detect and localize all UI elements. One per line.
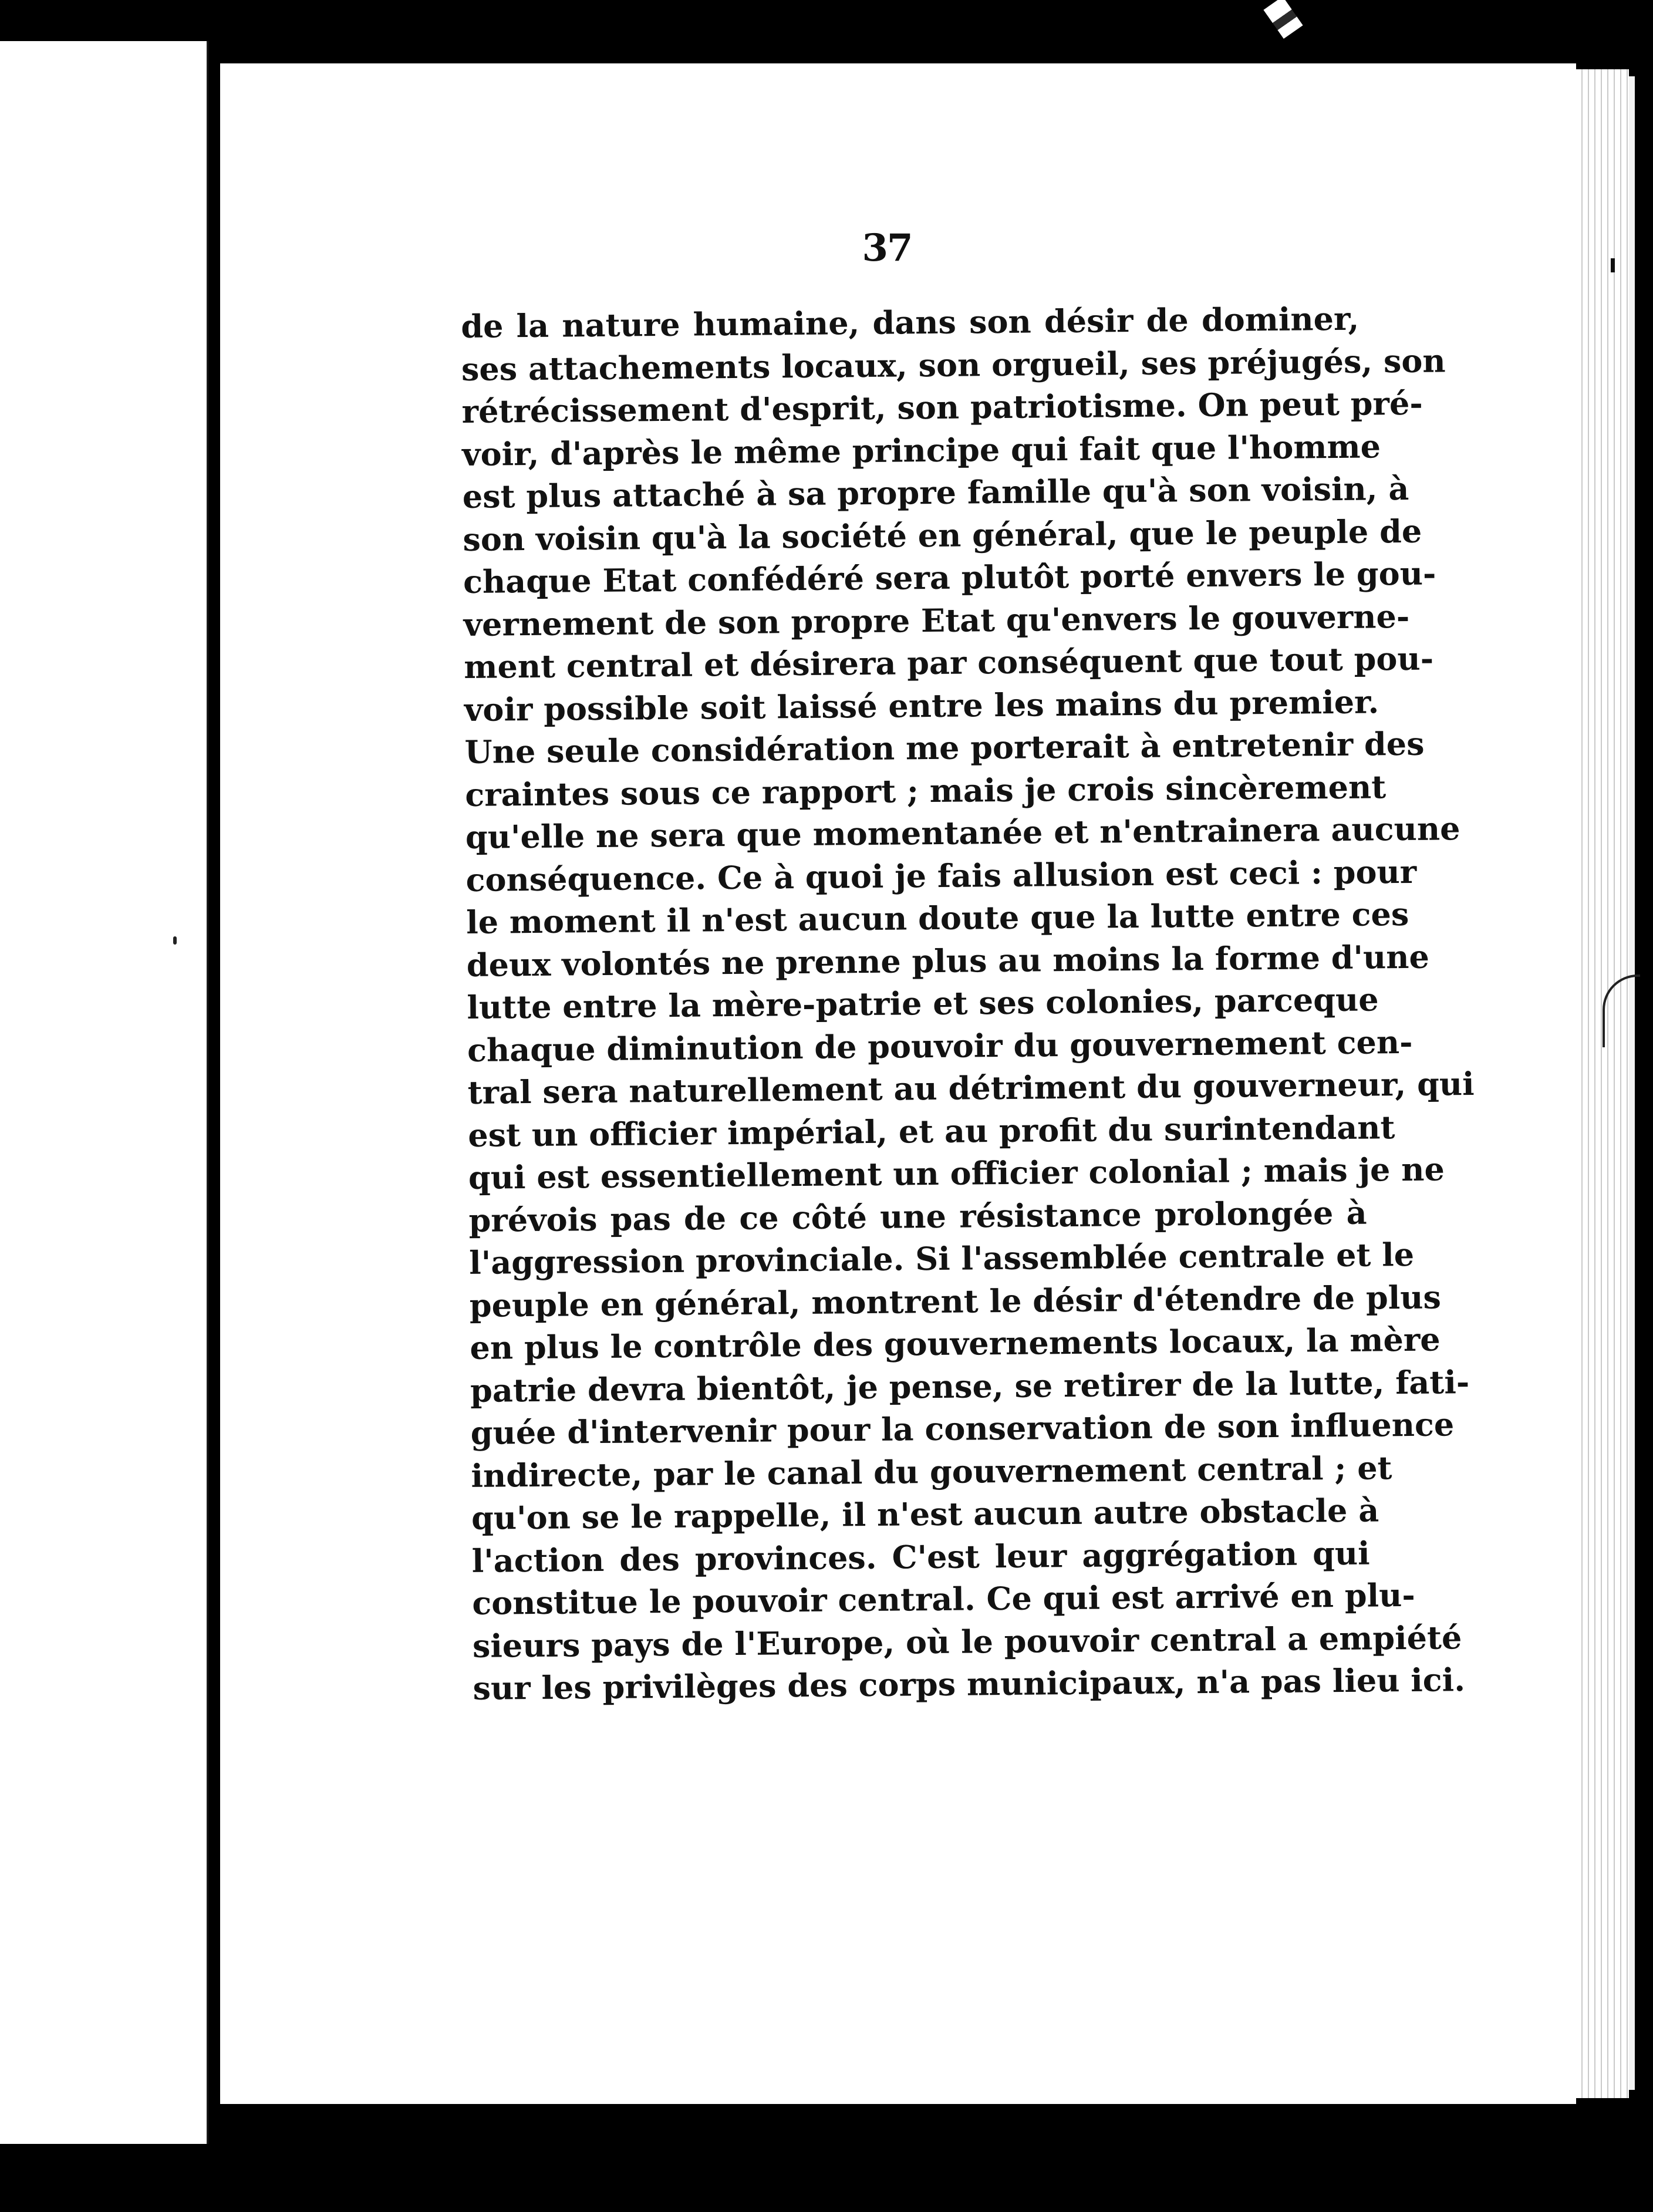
text-line: voir, d'après le même principe qui fait que l'homme	[461, 427, 1381, 473]
text-line: ment central et désirera par conséquent que tout pou-	[464, 639, 1434, 686]
text-line: prévois pas de ce côté une résistance prolongée à	[468, 1193, 1367, 1239]
facing-page-left	[0, 41, 208, 2144]
body-text	[461, 298, 1475, 1710]
text-line: vernement de son propre Etat qu'envers le gouverne-	[463, 597, 1410, 643]
page-edge-outer	[1629, 76, 1635, 2090]
scan-corner-mark	[1263, 0, 1303, 39]
text-line: constitue le pouvoir central. Ce qui est arrivé en plu-	[472, 1576, 1416, 1622]
text-line: qu'on se le rappelle, il n'est aucun autre obstacle à	[471, 1491, 1379, 1537]
text-line: ses attachements locaux, son orgueil, ses préjugés, son	[461, 341, 1446, 388]
text-line: deux volontés ne prenne plus au moins la forme d'une	[466, 938, 1430, 984]
text-line: l'action des provinces. C'est leur aggrégation qui	[471, 1534, 1370, 1580]
text-line: l'aggression provinciale. Si l'assemblée centrale et le	[468, 1235, 1415, 1282]
text-line: qu'elle ne sera que momentanée et n'entrainera aucune	[465, 810, 1460, 856]
text-line: voir possible soit laissé entre les mains du premier.	[464, 682, 1379, 729]
text-line: son voisin qu'à la société en général, que le peuple de	[463, 512, 1422, 558]
text-line: en plus le contrôle des gouvernements locaux, la mère	[470, 1320, 1441, 1367]
text-line: est un officier impérial, et au profit du surintendant	[468, 1108, 1395, 1154]
text-line: le moment il n'est aucun doute que la lutte entre ces	[465, 895, 1409, 941]
text-line: peuple en général, montrent le désir d'étendre de plus	[469, 1277, 1442, 1324]
text-line: sieurs pays de l'Europe, où le pouvoir central a empiété	[472, 1618, 1462, 1665]
text-line: patrie devra bientôt, je pense, se retirer de la lutte, fati-	[470, 1363, 1470, 1410]
page-number: 37	[862, 226, 912, 270]
text-line: Une seule considération me porterait à entretenir des	[464, 724, 1425, 771]
text-line: sur les privilèges des corps municipaux, n'a pas lieu ici.	[473, 1661, 1466, 1707]
text-line: lutte entre la mère-patrie et ses colonies, parceque	[467, 980, 1379, 1026]
text-line: chaque Etat confédéré sera plutôt porté envers le gou-	[463, 554, 1436, 601]
text-line: rétrécissement d'esprit, son patriotisme. On peut pré-	[461, 384, 1423, 430]
text-line: guée d'intervenir pour la conservation de son influence	[470, 1405, 1455, 1452]
page-mark	[173, 936, 177, 945]
page-edges	[1576, 69, 1629, 2098]
text-line: qui est essentiellement un officier colonial ; mais je ne	[468, 1150, 1445, 1196]
text-line: de la nature humaine, dans son désir de dominer,	[461, 299, 1359, 345]
edge-mark	[1611, 258, 1615, 272]
text-line: indirecte, par le canal du gouvernement central ; et	[471, 1448, 1392, 1495]
text-line: est plus attaché à sa propre famille qu'à son voisin, à	[462, 469, 1409, 515]
text-line: tral sera naturellement au détriment du gouverneur, qui	[467, 1064, 1475, 1111]
text-line: chaque diminution de pouvoir du gouvernement cen-	[467, 1023, 1413, 1069]
text-line: craintes sous ce rapport ; mais je crois sincèrement	[464, 767, 1387, 814]
text-line: conséquence. Ce à quoi je fais allusion est ceci : pour	[465, 852, 1417, 899]
